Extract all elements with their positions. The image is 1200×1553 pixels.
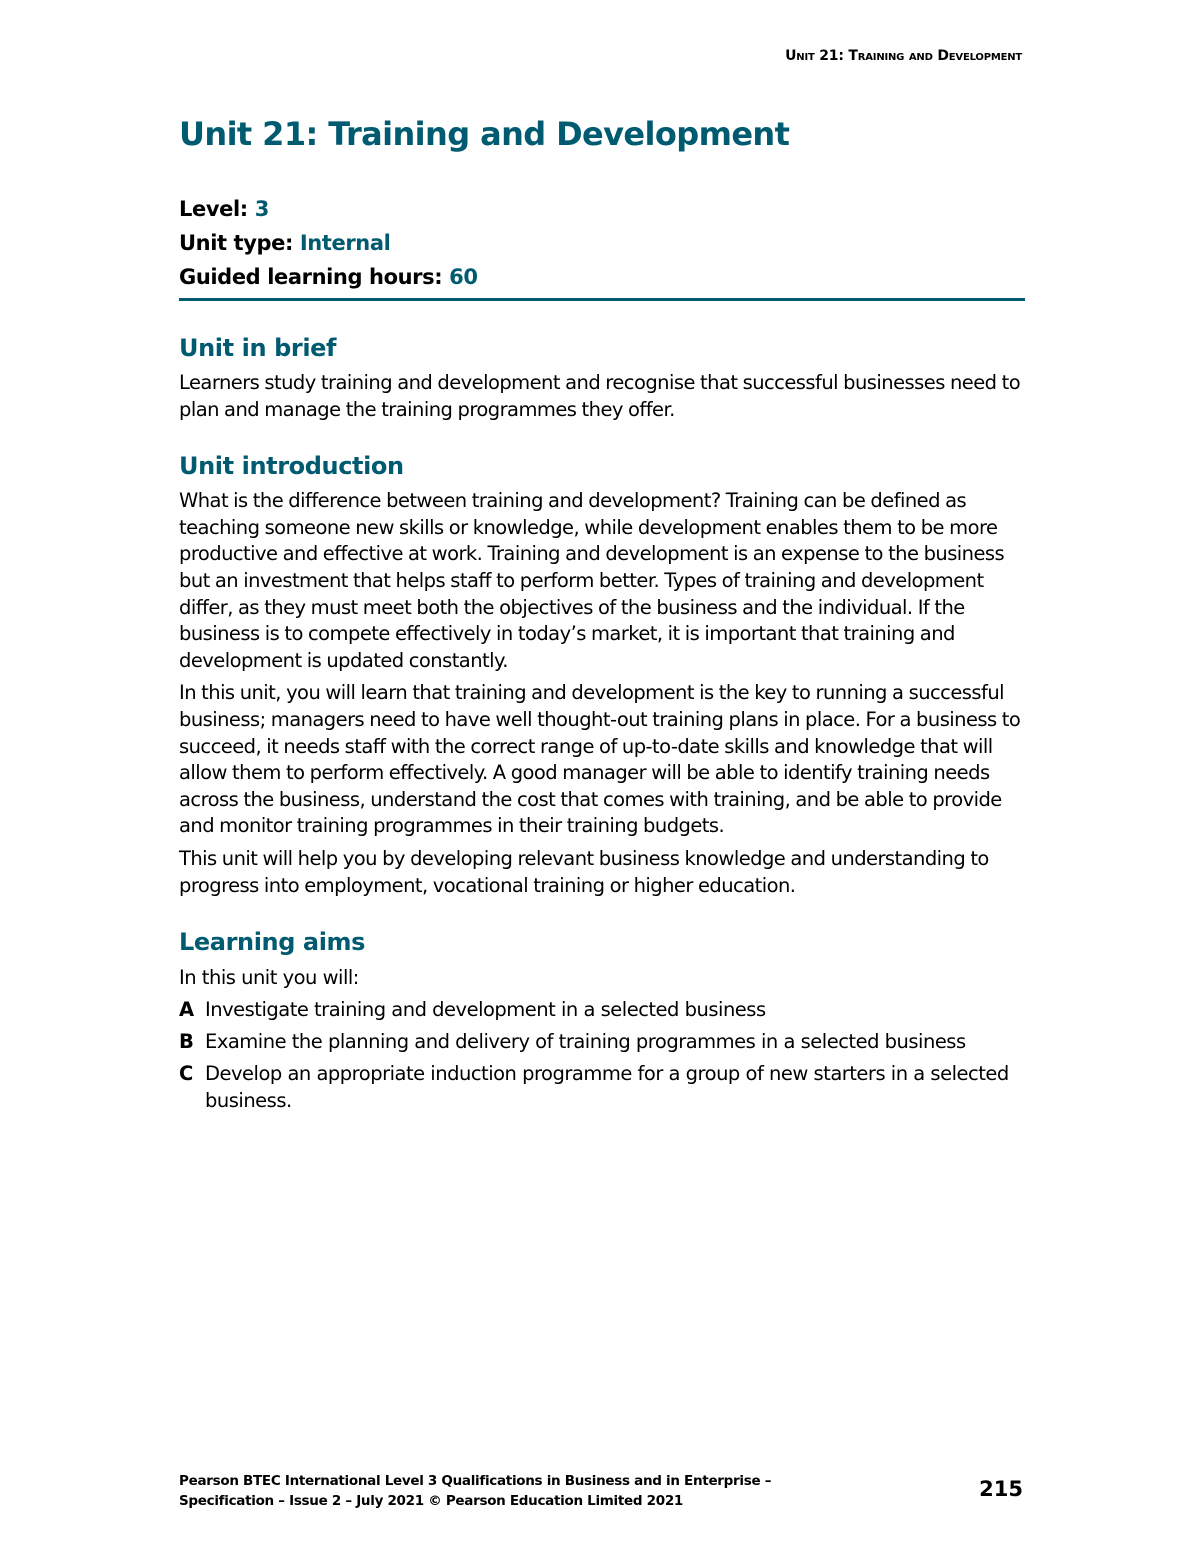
learning-aim-letter: A (179, 998, 194, 1022)
unit-meta (179, 192, 1025, 301)
footer-line-2: Specification – Issue 2 – July 2021 © Pearson Education Limited 2021 (179, 1493, 684, 1509)
running-header: Unit 21: Training and Development (785, 48, 1022, 64)
introduction-paragraph: In this unit, you will learn that training and development is the key to running a successful business; managers need to have well thought-out training plans in place. For a business to succeed, it needs staff with the correct range of up-to-date skills and knowledge that will allow them to perform effectively. A good manager will be able to identify training needs across the business, understand the cost that comes with training, and be able to provide and monitor training programmes in their training budgets. (179, 681, 1021, 838)
learning-aim-item (179, 1060, 1025, 1114)
meta-unit-type-value: Internal (299, 231, 391, 255)
learning-aim-letter: B (179, 1030, 194, 1054)
learning-aim-text: Investigate training and development in a selected business (205, 998, 766, 1022)
meta-glh-value: 60 (449, 265, 478, 289)
brief-text: Learners study training and development and recognise that successful businesses need to plan and manage the training programmes they offer. (179, 371, 1021, 421)
page-footer (179, 1471, 1025, 1511)
learning-aim-item (179, 1028, 1025, 1055)
introduction-paragraph: This unit will help you by developing relevant business knowledge and understanding to progress into employment, vocational training or higher education. (179, 846, 989, 897)
meta-level-label: Level: (179, 197, 248, 221)
meta-glh (179, 260, 1025, 294)
meta-unit-type (179, 226, 1025, 260)
meta-level-value: 3 (254, 197, 269, 221)
page-content (179, 110, 1025, 1119)
page-number: 215 (979, 1477, 1023, 1501)
page-title: Unit 21: Training and Development (179, 115, 790, 153)
learning-aim-letter: C (179, 1062, 193, 1086)
introduction-heading: Unit introduction (179, 452, 404, 481)
learning-aims-heading: Learning aims (179, 928, 366, 957)
introduction-paragraph: What is the difference between training and development? Training can be defined as teaching someone new skills or knowledge, while development enables them to be more productive and effective at work. Training and development is an expense to the business but an investment that helps staff to perform better. Types of training and development differ, as they must meet both the objectives of the business and the individual. If the business is to compete effectively in today’s market, it is important that training and development is updated constantly. (179, 489, 1005, 672)
learning-aims-list (179, 996, 1025, 1114)
footer-line-1: Pearson BTEC International Level 3 Qualifications in Business and in Enterprise – (179, 1473, 772, 1489)
learning-aim-text: Develop an appropriate induction programme for a group of new starters in a selected business. (205, 1062, 1009, 1113)
learning-aim-text: Examine the planning and delivery of training programmes in a selected business (205, 1030, 966, 1054)
meta-unit-type-label: Unit type: (179, 231, 293, 255)
meta-glh-label: Guided learning hours: (179, 265, 443, 289)
learning-aims-intro: In this unit you will: (179, 966, 359, 990)
meta-level (179, 192, 1025, 226)
brief-heading: Unit in brief (179, 334, 337, 362)
learning-aim-item (179, 996, 1025, 1023)
